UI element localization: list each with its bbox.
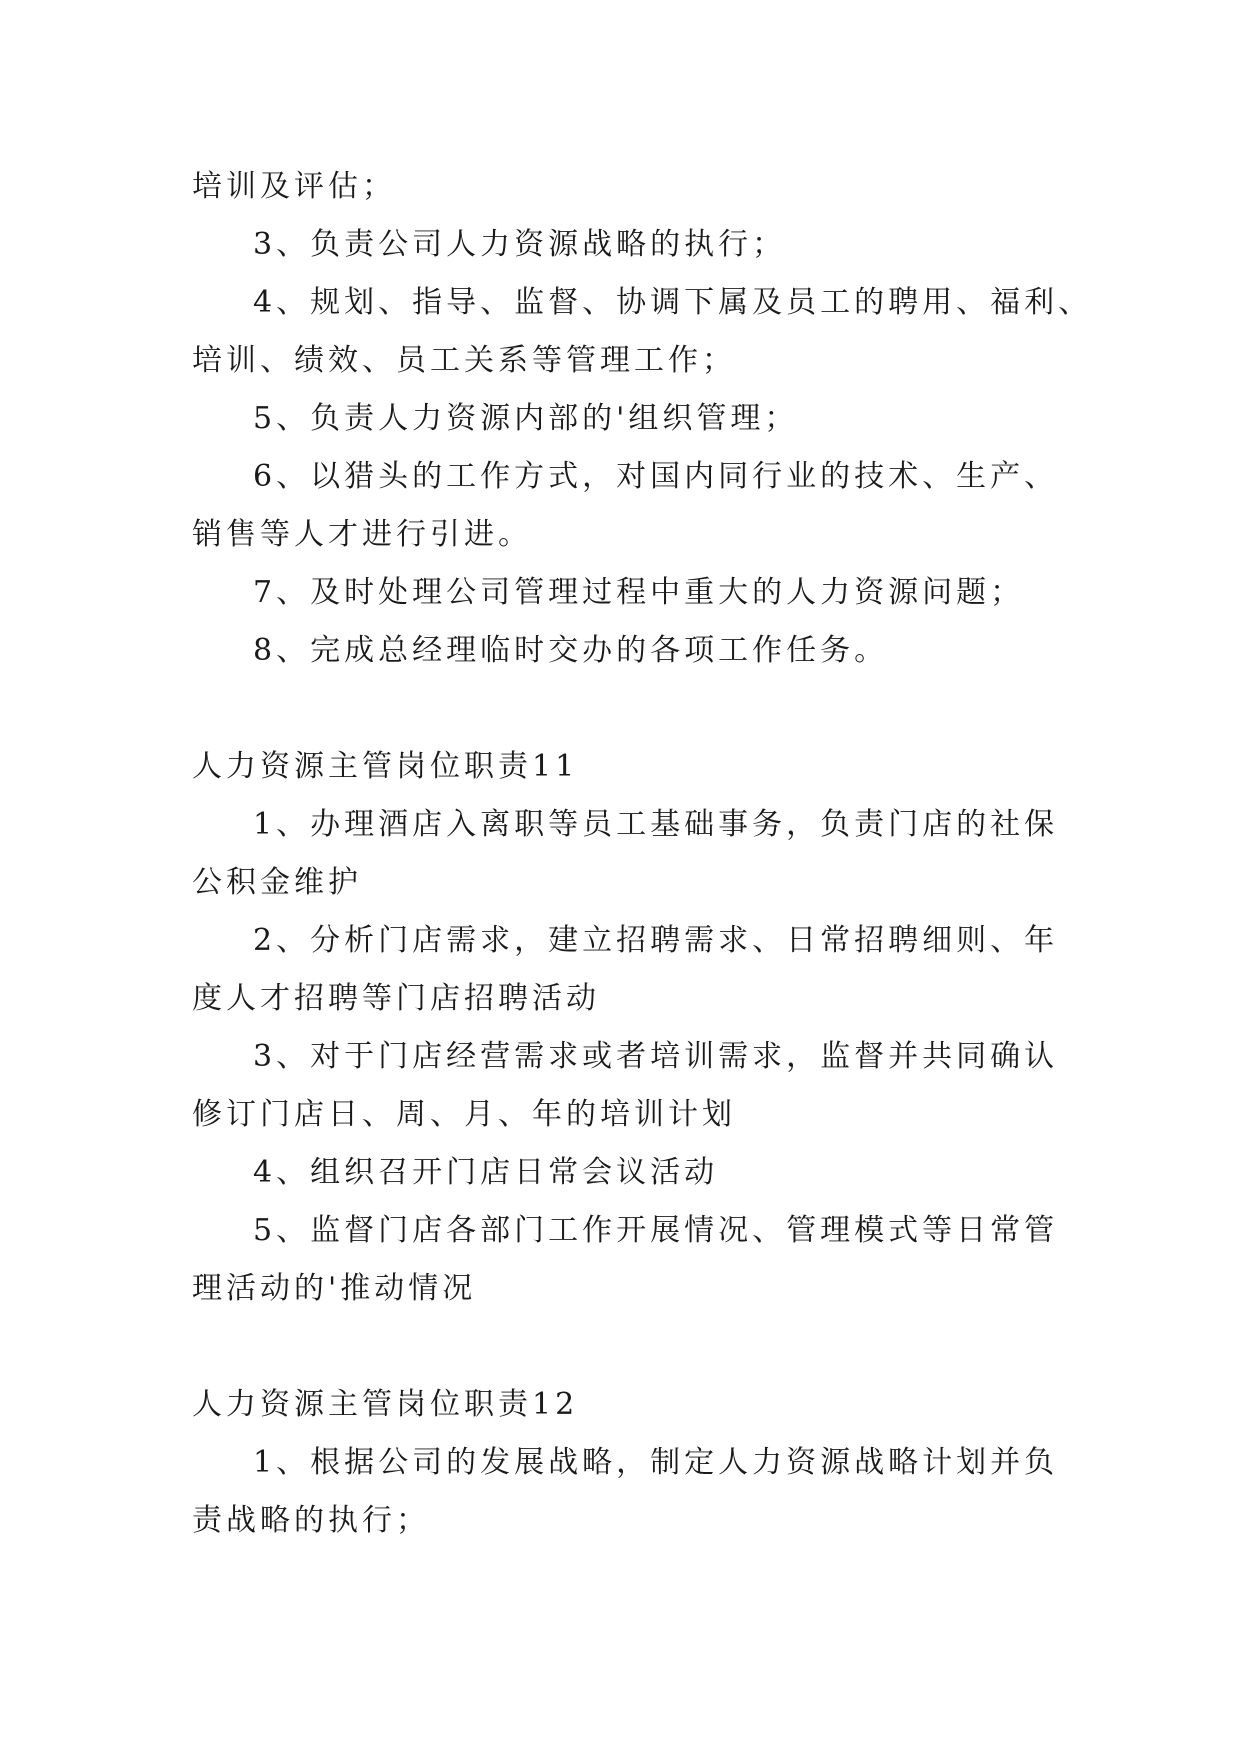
paragraph-line: 销售等人才进行引进。 bbox=[192, 517, 532, 552]
paragraph-line: 度人才招聘等门店招聘活动 bbox=[192, 981, 600, 1016]
list-item: 5、监督门店各部门工作开展情况、管理模式等日常管 bbox=[253, 1213, 1059, 1248]
section-heading: 人力资源主管岗位职责12 bbox=[192, 1387, 579, 1422]
paragraph-line: 培训及评估； bbox=[192, 169, 396, 204]
list-item: 6、以猎头的工作方式，对国内同行业的技术、生产、 bbox=[253, 459, 1059, 494]
section-spacer bbox=[192, 1318, 1072, 1376]
paragraph-line: 修订门店日、周、月、年的培训计划 bbox=[192, 1097, 736, 1132]
document-page bbox=[192, 158, 1093, 1550]
list-item: 8、完成总经理临时交办的各项工作任务。 bbox=[253, 633, 889, 668]
list-item: 3、负责公司人力资源战略的执行； bbox=[253, 227, 787, 262]
list-item: 4、组织召开门店日常会议活动 bbox=[253, 1155, 719, 1190]
list-item: 3、对于门店经营需求或者培训需求，监督并共同确认 bbox=[253, 1039, 1059, 1074]
list-item: 2、分析门店需求，建立招聘需求、日常招聘细则、年 bbox=[253, 923, 1059, 958]
list-item: 5、负责人力资源内部的'组织管理； bbox=[253, 401, 799, 436]
paragraph-line: 责战略的执行； bbox=[192, 1503, 430, 1538]
paragraph-line: 培训、绩效、员工关系等管理工作； bbox=[192, 343, 736, 378]
paragraph-line: 理活动的'推动情况 bbox=[192, 1271, 477, 1306]
list-item: 1、办理酒店入离职等员工基础事务，负责门店的社保 bbox=[253, 807, 1059, 842]
section-heading: 人力资源主管岗位职责11 bbox=[192, 749, 579, 784]
section-spacer bbox=[192, 680, 1072, 738]
list-item: 1、根据公司的发展战略，制定人力资源战略计划并负 bbox=[253, 1445, 1059, 1480]
list-item: 7、及时处理公司管理过程中重大的人力资源问题； bbox=[253, 575, 1025, 610]
list-item: 4、规划、指导、监督、协调下属及员工的聘用、福利、 bbox=[253, 285, 1093, 320]
paragraph-line: 公积金维护 bbox=[192, 865, 362, 900]
